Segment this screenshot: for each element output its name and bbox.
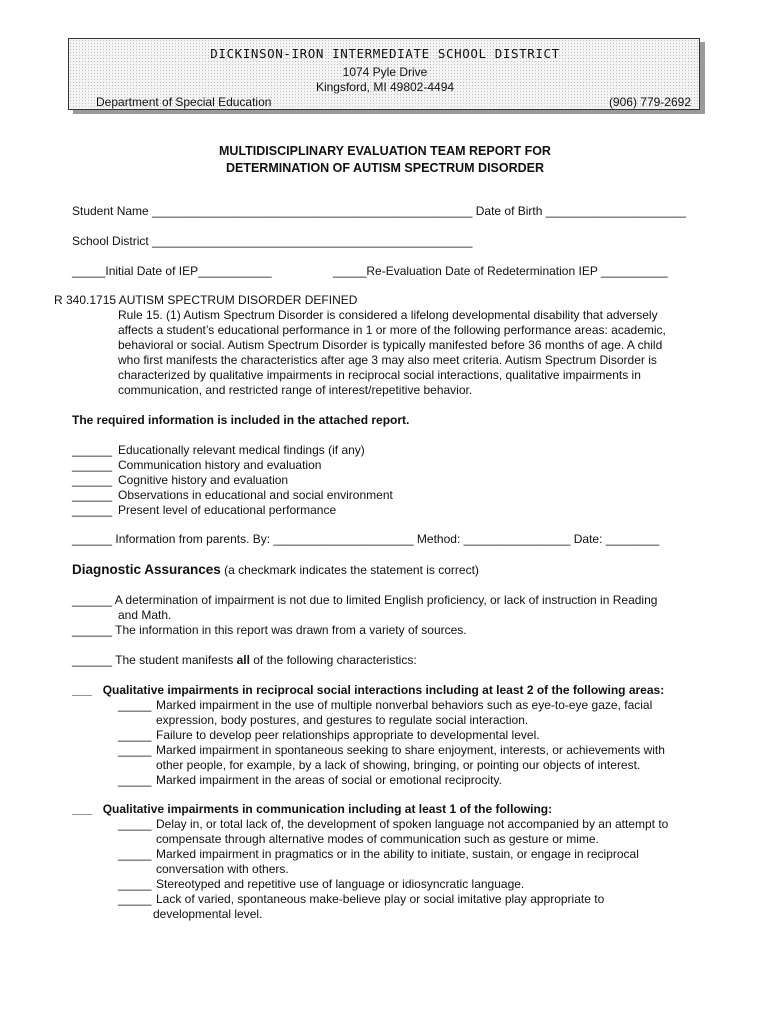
social-criterion-text: Failure to develop peer relationships appropriate to developmental level. [156,728,540,742]
phone-number: (906) 779-2692 [608,95,691,109]
initial-iep-field[interactable]: _____Initial Date of IEP___________ [72,264,272,278]
social-criterion-text: Marked impairment in the areas of social or emotional reciprocity. [156,773,502,787]
student-name-field[interactable]: Student Name ________________________________________________ Date of Birth _____________________ [72,204,686,218]
reevaluation-field[interactable]: _____Re-Evaluation Date of Redetermination IEP __________ [333,264,668,278]
rule-text-line: Rule 15. (1) Autism Spectrum Disorder is considered a lifelong developmental disability that adversely [118,308,658,322]
rule-text-line: communication, and restricted range of interest/repetitive behavior. [118,383,473,397]
required-item-label: Observations in educational and social environment [118,488,393,502]
criterion-checkbox-blank[interactable]: _____ [118,698,152,712]
assurances-title: Diagnostic Assurances [72,562,221,577]
criterion-checkbox-blank[interactable]: _____ [118,892,152,906]
criterion-checkbox-blank[interactable]: _____ [118,743,152,757]
assurances-heading [72,561,479,579]
manifests-all-bold: all [236,653,250,667]
criterion-checkbox-blank[interactable]: _____ [118,847,152,861]
letterhead-box [68,38,700,110]
parents-info-line[interactable]: ______ Information from parents. By: _____________________ Method: ________________ Date: ________ [72,532,660,546]
communication-criterion-text: developmental level. [153,907,263,921]
criterion-checkbox-blank[interactable]: _____ [118,817,152,831]
communication-criterion-text: Marked impairment in pragmatics or in the ability to initiate, sustain, or engage in reciprocal [156,847,639,861]
criterion-checkbox-blank[interactable]: _____ [118,877,152,891]
communication-criterion-text: compensate through alternative modes of communication such as gesture or mime. [156,832,599,846]
communication-checkbox-blank[interactable]: ___ [72,802,93,816]
communication-criterion-text: conversation with others. [156,862,289,876]
communication-heading-row[interactable] [72,802,552,817]
social-checkbox-blank[interactable]: ___ [72,683,93,697]
assurance-manifests-all[interactable] [72,653,417,668]
rule-text-line: characterized by qualitative impairments in reciprocal social interactions, qualitative impairments in [118,368,641,382]
assurance-variety-sources[interactable]: ______ The information in this report was drawn from a variety of sources. [72,623,467,637]
school-district-field[interactable]: School District ________________________________________________ [72,234,473,248]
social-criterion-text: Marked impairment in spontaneous seeking to share enjoyment, interests, or achievements with [156,743,665,757]
department-name: Department of Special Education [96,95,272,109]
social-criterion-text: other people, for example, by a lack of showing, bringing, or pointing our objects of interest. [156,758,641,772]
report-title-line-2: DETERMINATION OF AUTISM SPECTRUM DISORDER [225,161,545,175]
rule-heading: R 340.1715 AUTISM SPECTRUM DISORDER DEFINED [54,293,358,307]
checkbox-blank[interactable]: ______ [72,443,113,457]
required-item-label: Present level of educational performance [118,503,337,517]
assurances-subtitle: (a checkmark indicates the statement is correct) [220,563,479,577]
required-info-heading: The required information is included in the attached report. [72,413,410,427]
checkbox-blank[interactable]: ______ [72,458,113,472]
manifests-pre: ______ The student manifests [72,653,237,667]
social-heading: Qualitative impairments in reciprocal social interactions including at least 2 of the following areas: [102,683,665,697]
social-heading-row[interactable] [72,683,664,698]
checkbox-blank[interactable]: ______ [72,488,113,502]
required-item-label: Educationally relevant medical findings (if any) [118,443,365,457]
district-address: 1074 Pyle Drive [342,65,428,79]
checkbox-blank[interactable]: ______ [72,503,113,517]
assurance-english-proficiency[interactable]: ______ A determination of impairment is not due to limited English proficiency, or lack of instruction in Reading [72,593,658,607]
manifests-post: of the following characteristics: [249,653,417,667]
report-title-line-1: MULTIDISCIPLINARY EVALUATION TEAM REPORT FOR [219,144,551,158]
rule-text-line: behavioral or social. Autism Spectrum Disorder is typically manifested before 36 months of age. A child [118,338,663,352]
required-item-label: Communication history and evaluation [118,458,322,472]
communication-heading: Qualitative impairments in communication including at least 1 of the following: [102,802,553,816]
district-city: Kingsford, MI 49802-4494 [315,80,455,94]
criterion-checkbox-blank[interactable]: _____ [118,773,152,787]
rule-text-line: who first manifests the characteristics after age 3 may also meet criteria. Autism Spectrum Disorder is [118,353,657,367]
rule-text-line: affects a student’s educational performance in 1 or more of the following performance areas: academic, [118,323,666,337]
criterion-checkbox-blank[interactable]: _____ [118,728,152,742]
social-criterion-text: Marked impairment in the use of multiple nonverbal behaviors such as eye-to-eye gaze, facial [156,698,653,712]
district-name: DICKINSON-IRON INTERMEDIATE SCHOOL DISTRICT [210,46,560,61]
assurance-english-proficiency-cont: and Math. [118,608,172,622]
checkbox-blank[interactable]: ______ [72,473,113,487]
communication-criterion-text: Stereotyped and repetitive use of language or idiosyncratic language. [156,877,525,891]
social-criterion-text: expression, body postures, and gestures to regulate social interaction. [156,713,529,727]
communication-criterion-text: Lack of varied, spontaneous make-believe play or social imitative play appropriate to [156,892,605,906]
required-item-label: Cognitive history and evaluation [118,473,289,487]
communication-criterion-text: Delay in, or total lack of, the development of spoken language not accompanied by an attempt to [156,817,669,831]
